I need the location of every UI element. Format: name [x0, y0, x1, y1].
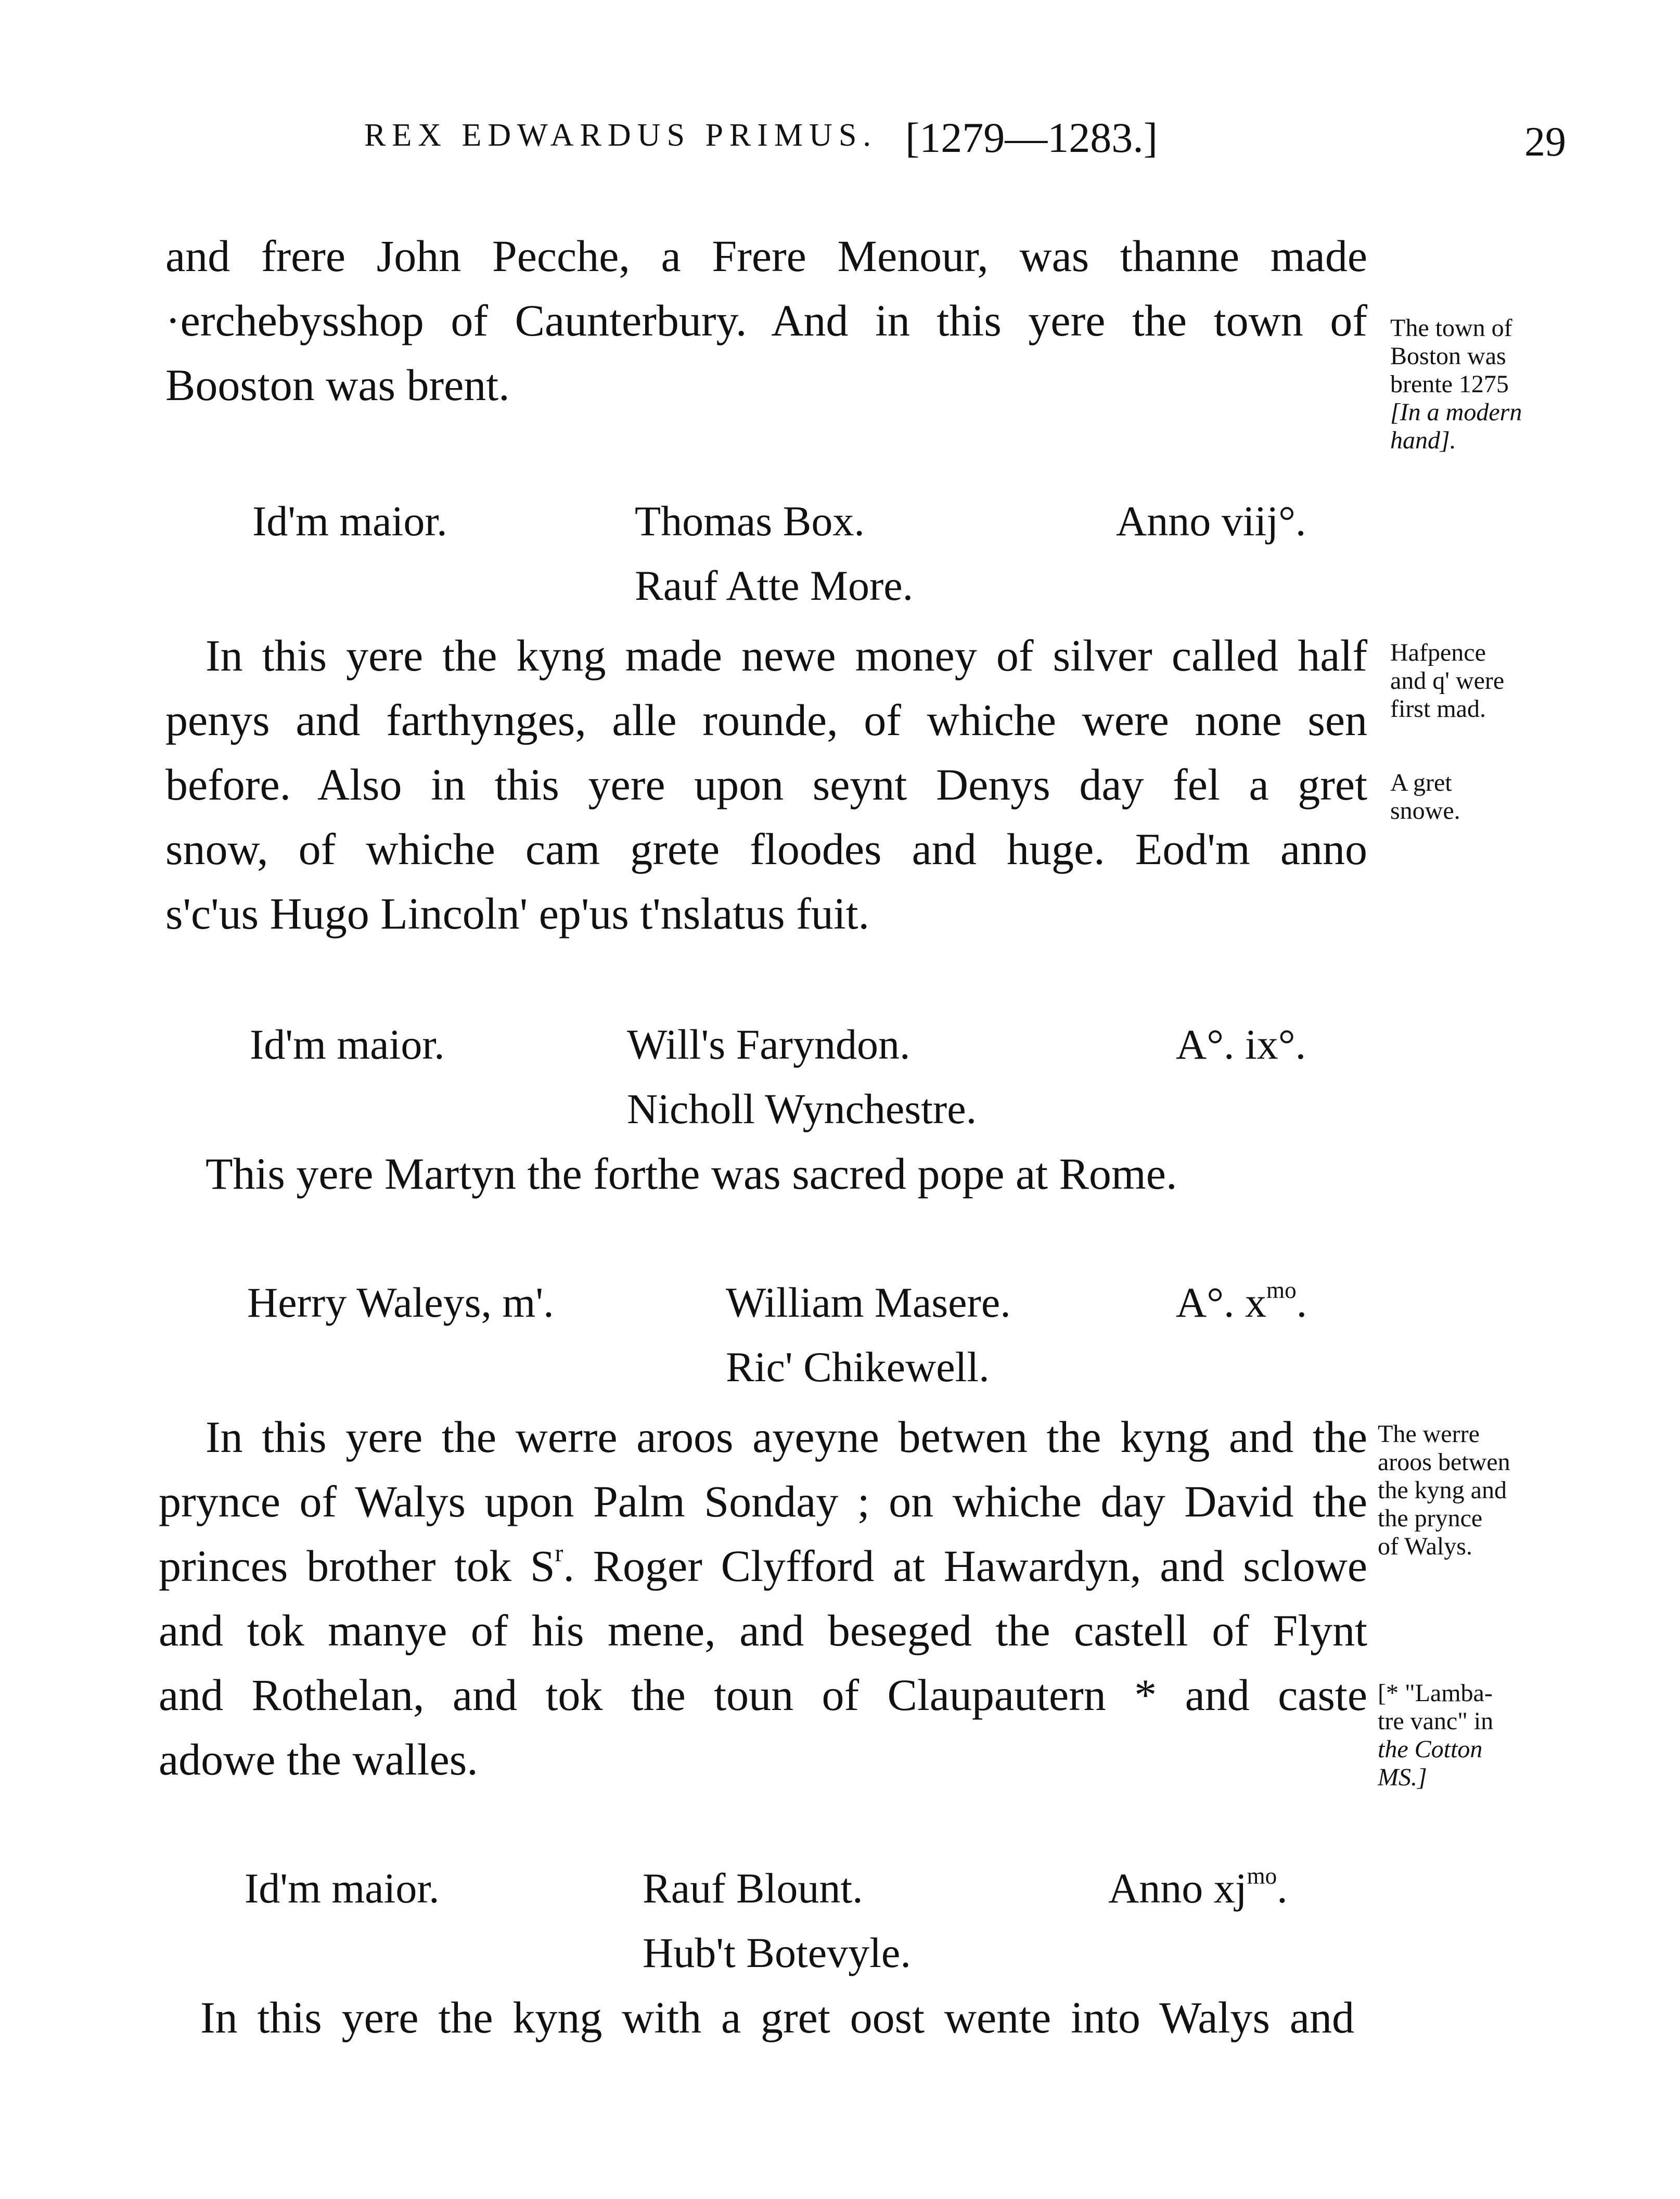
text-line: snow, of whiche cam grete floodes and huge. Eod'm anno — [165, 824, 1367, 874]
regnal-year: A°. ix°. — [1176, 1021, 1306, 1068]
sheriff-name: Will's Faryndon. — [627, 1021, 910, 1068]
sheriff-name: Nicholl Wynchestre. — [627, 1085, 977, 1133]
text-line: In this yere the kyng with a gret oost wente into Walys and — [200, 1992, 1354, 2042]
marginal-note-snowe: A gret snowe. — [1390, 769, 1460, 825]
text-line: and frere John Pecche, a Frere Menour, was thanne made — [165, 231, 1367, 281]
marginal-note-hafpence: Hafpence and q' were first mad. — [1390, 639, 1505, 723]
text-line: ·erchebysshop of Caunterbury. And in this yere the town of — [165, 295, 1367, 345]
sheriff-name: William Masere. — [726, 1279, 1011, 1326]
regnal-year: A°. $x^{mo}$. — [1176, 1277, 1307, 1326]
regnal-year: Anno viij°. — [1116, 497, 1306, 545]
marginal-note-lambatre: [* "Lamba- tre vanc" in the Cotton MS.] — [1378, 1679, 1494, 1791]
sheriff-name: Rauf Atte More. — [635, 562, 914, 609]
text-line: princes brother tok $S^r$. Roger Clyfford at Hawardyn, and sclowe — [159, 1540, 1367, 1591]
text-line: In this yere the werre aroos ayeyne betwen the kyng and the — [206, 1412, 1367, 1462]
marginal-note-werre: The werre aroos betwen the kyng and the prynce of Walys. — [1378, 1420, 1510, 1560]
text-line: In this yere the kyng made newe money of silver called half — [206, 631, 1367, 680]
mayor-name: Herry Waleys, m'. — [247, 1279, 554, 1326]
sheriff-name: Rauf Blount. — [643, 1864, 863, 1912]
text-line: adowe the walles. — [159, 1734, 478, 1784]
text-line: penys and farthynges, alle rounde, of whiche were none sen — [165, 695, 1367, 745]
sheriff-name: Thomas Box. — [635, 497, 865, 545]
text-line: prynce of Walys upon Palm Sonday ; on whiche day David the — [159, 1476, 1367, 1526]
text-line: before. Also in this yere upon seynt Denys day fel a gret — [165, 760, 1367, 809]
running-title: REX EDWARDUS PRIMUS. — [364, 118, 877, 153]
text-line: Booston was brent. — [165, 360, 510, 410]
sheriff-name: Hub't Botevyle. — [643, 1929, 911, 1976]
marginal-note-boston: The town of Boston was brente 1275 [In a modern hand]. — [1390, 314, 1522, 454]
mayor-name: Id'm maior. — [250, 1021, 445, 1068]
text-line: s'c'us Hugo Lincoln' ep'us t'nslatus fuit. — [165, 889, 870, 938]
regnal-year: Anno $xj^{mo}$. — [1108, 1862, 1288, 1912]
page-number: 29 — [1524, 119, 1566, 165]
sheriff-name: Ric' Chikewell. — [726, 1343, 990, 1391]
text-line: and Rothelan, and tok the toun of Claupautern * and caste — [159, 1670, 1367, 1720]
mayor-name: Id'm maior. — [245, 1864, 440, 1912]
mayor-name: Id'm maior. — [252, 497, 447, 545]
text-line: This yere Martyn the forthe was sacred pope at Rome. — [206, 1149, 1177, 1199]
text-line: and tok manye of his mene, and beseged the castell of Flynt — [159, 1605, 1367, 1655]
header-years: [1279—1283.] — [905, 114, 1158, 161]
